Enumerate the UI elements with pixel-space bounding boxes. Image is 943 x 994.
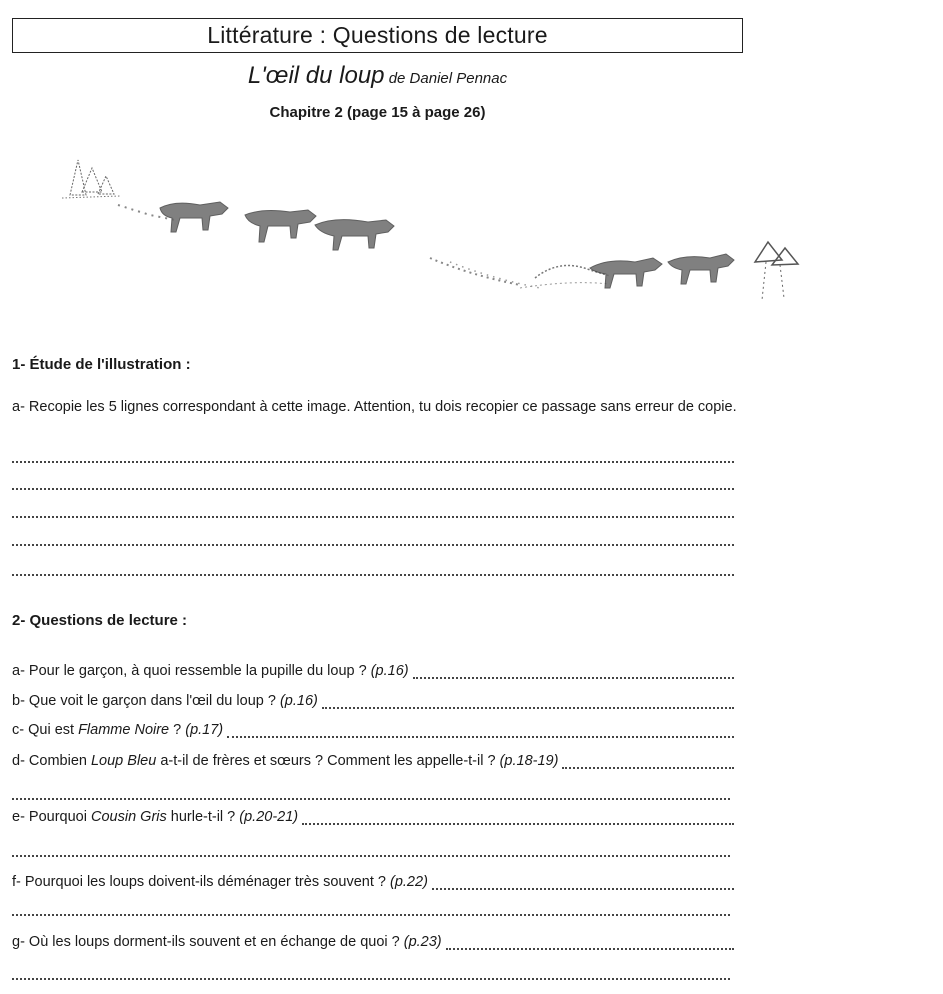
tree-icon — [755, 242, 798, 300]
page-reference: (p.20-21) — [239, 809, 299, 825]
question-text-end: ? — [169, 722, 186, 738]
answer-line[interactable] — [562, 767, 734, 769]
wolf-icon — [315, 220, 394, 250]
question-text: b- Que voit le garçon dans l'œil du loup ? — [12, 693, 280, 709]
section2-heading: 2- Questions de lecture : — [12, 612, 188, 629]
page-reference: (p.17) — [185, 722, 224, 738]
wolf-icon — [668, 254, 734, 284]
answer-line[interactable] — [432, 888, 734, 890]
question-text: f- Pourquoi les loups doivent-ils déménager très souvent ? — [12, 874, 391, 890]
question-a — [12, 662, 409, 680]
answer-line[interactable] — [12, 516, 734, 518]
page-reference: (p.18-19) — [499, 753, 559, 769]
section1-heading: 1- Étude de l'illustration : — [12, 356, 191, 373]
answer-line[interactable] — [12, 798, 730, 800]
answer-line[interactable] — [12, 914, 730, 916]
question-g — [12, 933, 442, 951]
answer-line[interactable] — [12, 978, 730, 980]
worksheet-title: Littérature : Questions de lecture — [12, 18, 743, 53]
tree-icon — [62, 160, 120, 198]
answer-line[interactable] — [227, 736, 734, 738]
answer-line[interactable] — [302, 823, 734, 825]
chapter-range: Chapitre 2 (page 15 à page 26) — [269, 104, 486, 121]
question-text: a- Pour le garçon, à quoi ressemble la pupille du loup ? — [12, 663, 371, 679]
question-b — [12, 692, 318, 710]
question-text: d- Combien — [12, 753, 91, 769]
answer-line[interactable] — [322, 707, 734, 709]
page-reference: (p.16) — [370, 663, 409, 679]
answer-line[interactable] — [12, 855, 730, 857]
page-reference: (p.16) — [279, 693, 318, 709]
section1-instruction: a- Recopie les 5 lignes correspondant à cette image. Attention, tu dois recopier ce passage sans erreur de copie. — [12, 399, 737, 415]
character-name: Cousin Gris — [91, 809, 167, 825]
question-text: c- Qui est — [12, 722, 79, 738]
question-f — [12, 873, 428, 891]
answer-line[interactable] — [413, 677, 734, 679]
answer-line[interactable] — [12, 488, 734, 490]
wolves-illustration — [50, 150, 830, 310]
question-text: g- Où les loups dorment-ils souvent et en échange de quoi ? — [12, 934, 404, 950]
question-e — [12, 808, 298, 826]
character-name: Loup Bleu — [90, 753, 157, 769]
page-reference: (p.22) — [390, 874, 428, 890]
page-reference: (p.23) — [403, 934, 442, 950]
answer-line[interactable] — [12, 461, 734, 463]
question-text-end: hurle-t-il ? — [166, 809, 240, 825]
wolf-icon — [160, 202, 228, 232]
question-d — [12, 752, 558, 770]
answer-line[interactable] — [12, 544, 734, 546]
book-author: de Daniel Pennac — [384, 70, 508, 87]
book-line — [0, 62, 755, 90]
character-name: Flamme Noire — [78, 722, 170, 738]
question-c — [12, 721, 223, 739]
question-text-end: a-t-il de frères et sœurs ? Comment les appelle-t-il ? — [156, 753, 500, 769]
question-text: e- Pourquoi — [12, 809, 91, 825]
answer-line[interactable] — [12, 574, 734, 576]
wolf-icon — [245, 210, 316, 242]
answer-line[interactable] — [446, 948, 734, 950]
book-title: L'œil du loup — [247, 62, 385, 89]
